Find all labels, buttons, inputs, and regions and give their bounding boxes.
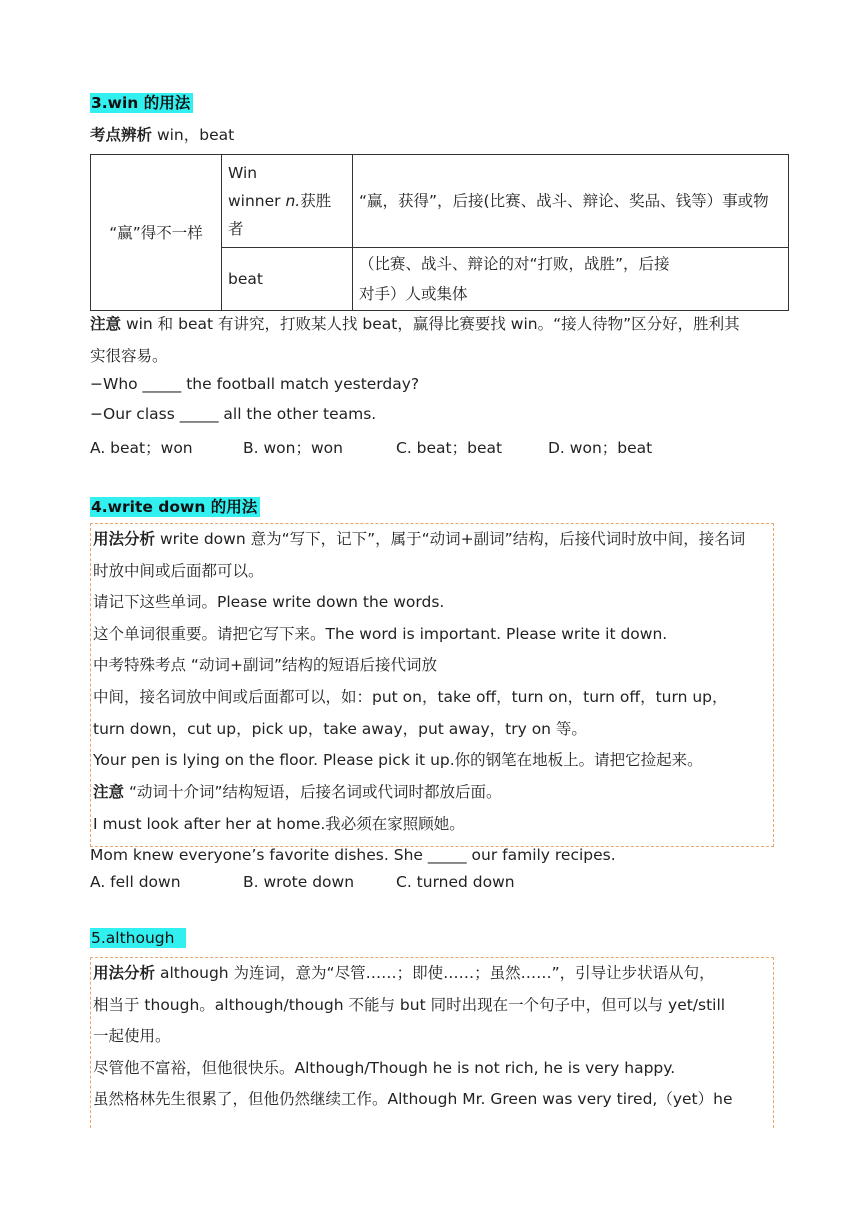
beat-cell: beat — [222, 248, 353, 311]
beat-desc-cell: （比赛、战斗、辩论的对“打败，战胜”，后接 对手）人或集体 — [353, 248, 789, 311]
option-a: A. beat；won — [90, 439, 193, 457]
although-line-3: 一起使用。 — [93, 1027, 171, 1045]
usage-box-write-down — [90, 523, 774, 847]
option-c: C. beat；beat — [396, 439, 503, 457]
question-line-2: −Our class _____ all the other teams. — [90, 405, 377, 423]
usage-line-4: 这个单词很重要。请把它写下来。The word is important. Please write it down. — [93, 625, 668, 643]
usage-line-7: turn down，cut up，pick up，take away，put away，try on 等。 — [93, 720, 587, 738]
comparison-table — [90, 154, 789, 311]
although-line-1: 用法分析 although 为连词，意为“尽管……；即使……；虽然……”，引导让步状语从句， — [93, 964, 715, 982]
kaodian-line — [90, 123, 234, 145]
row-header: “赢”得不一样 — [91, 155, 222, 311]
usage-line-5: 中考特殊考点 “动词+副词”结构的短语后接代词放 — [93, 656, 437, 674]
option-d: D. won；beat — [548, 439, 653, 457]
note-label: 注意 — [90, 315, 122, 333]
option-c-2: C. turned down — [396, 873, 515, 891]
win-desc-cell: “赢，获得”，后接(比赛、战斗、辩论、奖品、钱等）事或物 — [353, 155, 789, 248]
section-5-heading: 5.although — [90, 929, 186, 947]
usage-box-although — [90, 957, 774, 1128]
although-line-2: 相当于 though。although/though 不能与 but 同时出现在一个句子中，但可以与 yet/still — [93, 996, 726, 1014]
usage-line-2: 时放中间或后面都可以。 — [93, 562, 264, 580]
section-4-heading: 4.write down 的用法 — [90, 495, 260, 517]
option-b-2: B. wrote down — [243, 873, 355, 891]
note-line-1: 注意 win 和 beat 有讲究，打败某人找 beat，赢得比赛要找 win。“接人待物”区分好，胜利其 — [90, 315, 740, 333]
usage-line-8: Your pen is lying on the floor. Please pick it up.你的钢笔在地板上。请把它捡起来。 — [93, 751, 703, 769]
note-line-2: 实很容易。 — [90, 347, 168, 365]
question-line-1: −Who _____ the football match yesterday? — [90, 375, 420, 393]
although-line-5: 虽然格林先生很累了，但他仍然继续工作。Although Mr. Green was very tired,（yet）he — [93, 1090, 733, 1108]
option-a-2: A. fell down — [90, 873, 181, 891]
kaodian-label: 考点辨析 — [90, 126, 153, 144]
question-write-down: Mom knew everyone’s favorite dishes. She _____ our family recipes. — [90, 846, 616, 864]
usage-line-3: 请记下这些单词。Please write down the words. — [93, 593, 445, 611]
section-3-heading: 3.win 的用法 — [90, 91, 193, 113]
usage-line-9: 注意 “动词十介词”结构短语，后接名词或代词时都放后面。 — [93, 783, 502, 801]
win-cell: Win winner n.获胜 者 — [222, 155, 353, 248]
although-line-4: 尽管他不富裕，但他很快乐。Although/Though he is not rich, he is very happy. — [93, 1059, 676, 1077]
usage-line-10: I must look after her at home.我必须在家照顾她。 — [93, 815, 465, 833]
option-b: B. won；won — [243, 439, 343, 457]
kaodian-text: win，beat — [156, 126, 235, 144]
usage-line-1: 用法分析 write down 意为“写下，记下”，属于“动词+副词”结构，后接代词时放中间，接名词 — [93, 530, 746, 548]
usage-line-6: 中间，接名词放中间或后面都可以，如：put on，take off，turn on，turn off，turn up， — [93, 688, 728, 706]
